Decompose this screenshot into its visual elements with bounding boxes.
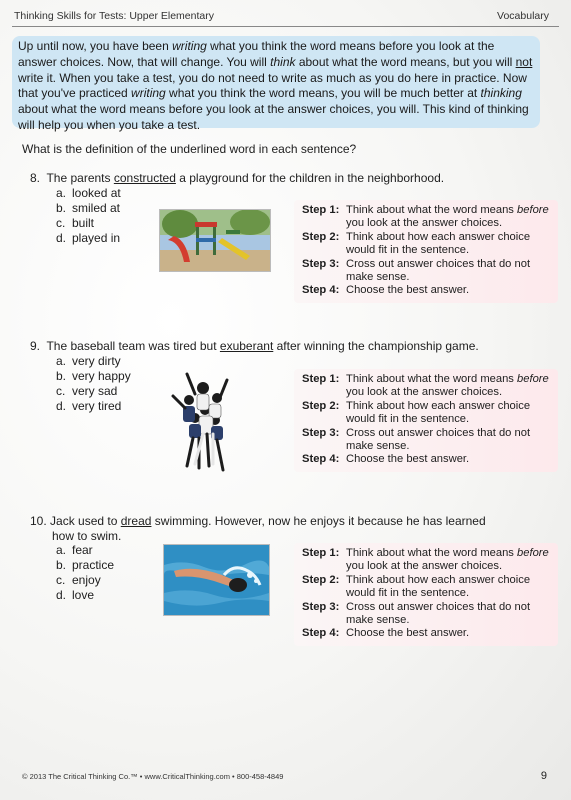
page-number: 9	[540, 770, 547, 782]
option-letter: a.	[56, 186, 67, 200]
step-label: Step 4:	[302, 453, 340, 466]
strategy-steps-8	[294, 200, 558, 303]
step-4	[302, 284, 552, 297]
step-label: Step 3:	[302, 257, 340, 270]
option-d[interactable]	[56, 588, 114, 603]
option-a[interactable]	[56, 354, 131, 369]
header-rule	[12, 26, 559, 27]
question-text: after winning the championship game.	[273, 339, 479, 353]
step-text: Cross out answer choices that do not make sense.	[346, 426, 531, 453]
section-title: Vocabulary	[497, 10, 549, 22]
step-3	[302, 427, 552, 454]
step-label: Step 4:	[302, 627, 340, 640]
intro-underline: not	[515, 54, 533, 69]
step-4	[302, 453, 552, 466]
option-a[interactable]	[56, 186, 121, 201]
option-text: played in	[72, 231, 121, 245]
intro-text: about what the word means, but you will	[295, 54, 516, 69]
step-label: Step 4:	[302, 284, 340, 297]
step-text: Think about how each answer choice would fit in the sentence.	[346, 399, 531, 426]
option-text: very sad	[72, 384, 118, 398]
question-text: a playground for the children in the neighborhood.	[175, 171, 445, 185]
step-emphasis: before	[517, 547, 549, 559]
intro-box	[12, 36, 540, 132]
intro-emphasis: thinking	[480, 86, 522, 101]
option-text: very tired	[72, 399, 122, 413]
playground-photo	[159, 209, 271, 272]
step-text: Think about how each answer choice would fit in the sentence.	[346, 230, 531, 257]
option-letter: c.	[56, 384, 66, 398]
intro-emphasis: writing	[131, 86, 166, 101]
step-label: Step 2:	[302, 399, 340, 412]
option-letter: c.	[56, 573, 66, 587]
instructions: What is the definition of the underlined word in each sentence?	[22, 142, 357, 156]
intro-text: Up until now, you have been	[18, 39, 173, 53]
question-10	[30, 514, 486, 544]
question-9	[30, 339, 479, 354]
step-1	[302, 547, 552, 574]
question-text: The parents	[46, 171, 114, 185]
vocab-word: exuberant	[219, 339, 274, 353]
option-letter: b.	[56, 201, 67, 215]
intro-text: what you think the word means, you will be much better at	[165, 86, 481, 101]
option-b[interactable]	[56, 201, 121, 216]
option-text: practice	[72, 558, 115, 572]
option-letter: b.	[56, 369, 67, 383]
step-text: Choose the best answer.	[346, 453, 470, 466]
strategy-steps-9	[294, 369, 558, 472]
step-emphasis: before	[517, 204, 549, 216]
book-title: Thinking Skills for Tests: Upper Elementary	[14, 10, 214, 22]
option-letter: d.	[56, 399, 67, 413]
question-8	[30, 171, 444, 186]
option-text: looked at	[72, 186, 121, 200]
step-label: Step 3:	[302, 600, 340, 613]
option-c[interactable]	[56, 573, 114, 588]
options-9	[56, 354, 131, 414]
option-text: love	[72, 588, 95, 602]
step-text: Cross out answer choices that do not make sense.	[346, 257, 531, 284]
step-2	[302, 400, 552, 427]
option-letter: d.	[56, 588, 67, 602]
step-1	[302, 373, 552, 400]
question-number: 10.	[30, 514, 47, 528]
option-b[interactable]	[56, 369, 131, 384]
option-letter: d.	[56, 231, 67, 245]
question-number: 8.	[30, 171, 41, 185]
step-text: Think about what the word means	[346, 373, 518, 385]
baseball-team-photo	[165, 370, 241, 476]
option-letter: c.	[56, 216, 66, 230]
step-text: Think about how each answer choice would fit in the sentence.	[346, 573, 531, 600]
strategy-steps-10	[294, 543, 558, 646]
intro-emphasis: think	[270, 54, 296, 69]
step-emphasis: before	[517, 373, 549, 385]
option-a[interactable]	[56, 543, 114, 558]
options-8	[56, 186, 121, 246]
vocab-word: dread	[120, 514, 152, 528]
step-2	[302, 231, 552, 258]
step-text: Choose the best answer.	[346, 627, 470, 640]
option-c[interactable]	[56, 216, 121, 231]
copyright-footer: © 2013 The Critical Thinking Co.™ • www.CriticalThinking.com • 800-458-4849	[22, 772, 284, 781]
option-d[interactable]	[56, 399, 131, 414]
step-1	[302, 204, 552, 231]
option-text: enjoy	[72, 573, 101, 587]
step-text: Think about what the word means	[346, 204, 518, 216]
question-text: swimming. However, now he enjoys it because he has learned	[151, 514, 486, 528]
step-label: Step 3:	[302, 426, 340, 439]
options-10	[56, 543, 114, 603]
intro-text: write it. When you take a test, you do not need to write as much as you do here in practice. Now that you've practiced	[18, 70, 527, 101]
option-letter: b.	[56, 558, 67, 572]
step-label: Step 2:	[302, 573, 340, 586]
intro-emphasis: writing	[172, 39, 207, 53]
step-text: Think about what the word means	[346, 547, 518, 559]
option-text: smiled at	[72, 201, 121, 215]
step-4	[302, 627, 552, 640]
step-3	[302, 258, 552, 285]
option-d[interactable]	[56, 231, 121, 246]
question-text: The baseball team was tired but	[46, 339, 220, 353]
step-label: Step 2:	[302, 230, 340, 243]
step-text: you look at the answer choices.	[346, 560, 503, 573]
step-text: you look at the answer choices.	[346, 217, 503, 230]
option-b[interactable]	[56, 558, 114, 573]
question-number: 9.	[30, 339, 41, 353]
vocab-word: constructed	[113, 171, 176, 185]
question-text: Jack used to	[50, 514, 121, 528]
swimmer-photo	[163, 544, 270, 616]
intro-text: about what the word means before you look at the answer choices, you will. This kind of thinking will help you when you take a test.	[18, 102, 529, 132]
option-letter: a.	[56, 354, 67, 368]
option-text: fear	[72, 543, 93, 557]
step-3	[302, 601, 552, 628]
intro-text: what you think the word means before you look at the answer choices. Now, that will change. You will	[18, 39, 495, 69]
step-text: you look at the answer choices.	[346, 386, 503, 399]
step-label: Step 1:	[302, 547, 340, 559]
step-2	[302, 574, 552, 601]
step-label: Step 1:	[302, 204, 340, 216]
step-text: Choose the best answer.	[346, 284, 470, 297]
step-label: Step 1:	[302, 373, 340, 385]
option-c[interactable]	[56, 384, 131, 399]
option-text: very dirty	[72, 354, 121, 368]
option-letter: a.	[56, 543, 67, 557]
step-text: Cross out answer choices that do not make sense.	[346, 600, 531, 627]
option-text: very happy	[72, 369, 131, 383]
option-text: built	[72, 216, 95, 230]
question-text: how to swim.	[52, 529, 122, 543]
